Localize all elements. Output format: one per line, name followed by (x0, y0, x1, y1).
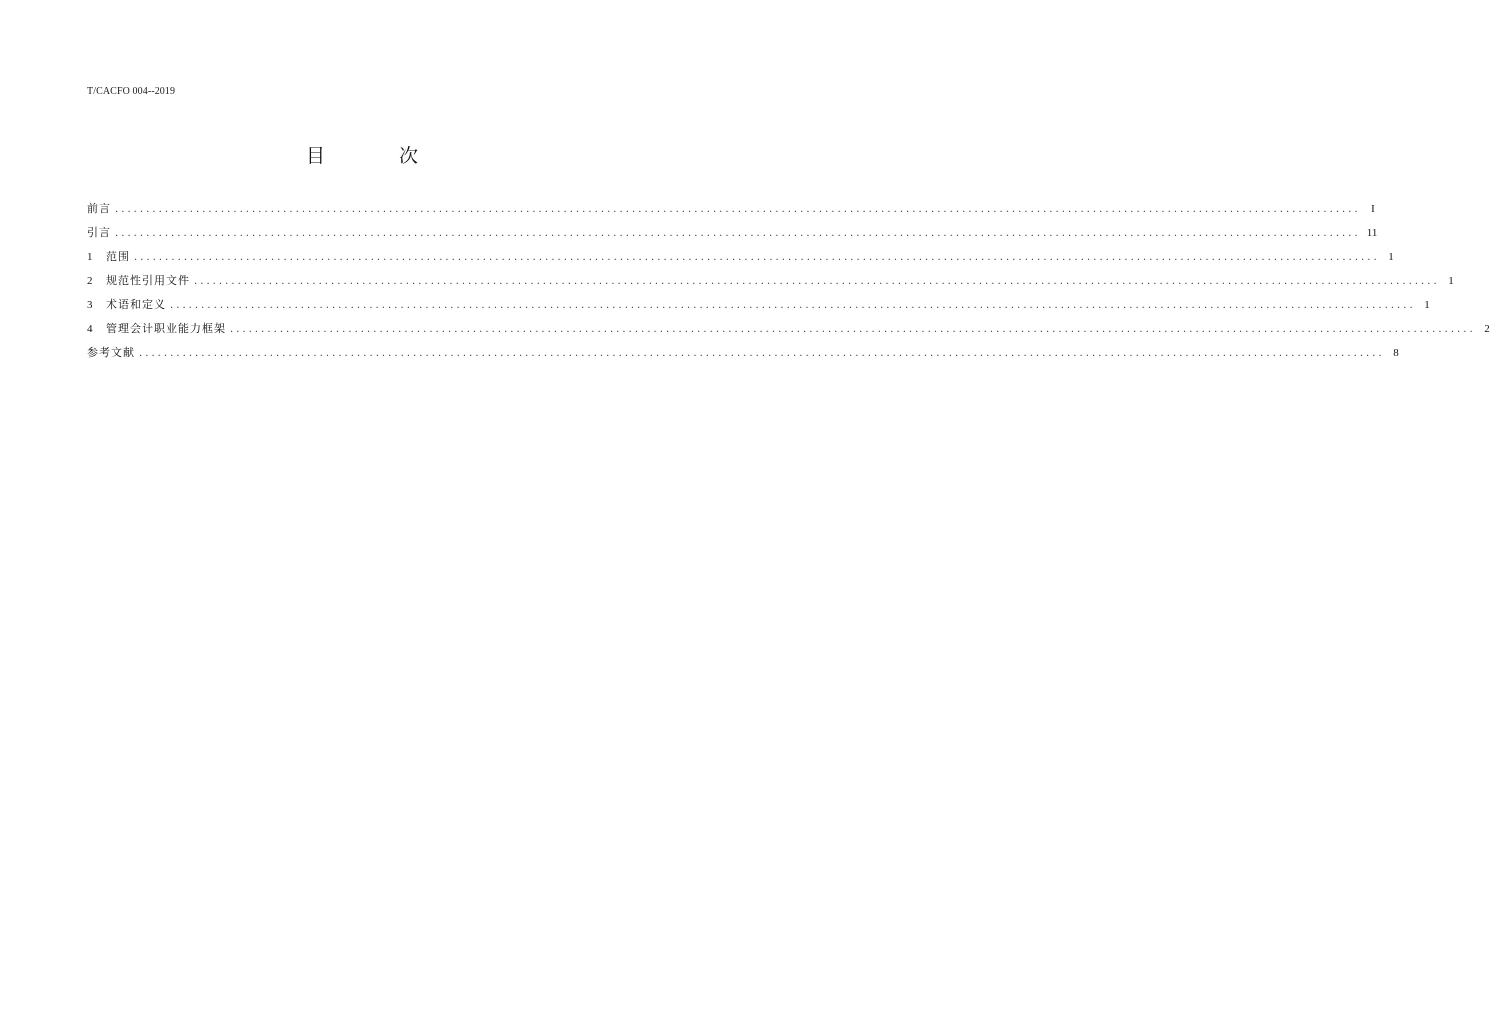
toc-entry-label: 术语和定义 (106, 298, 166, 311)
document-code: T/CACFO 004--2019 (87, 86, 176, 97)
table-of-contents (87, 201, 1490, 369)
toc-leader-dots: ........................................................................................................................................................................................................ (115, 204, 1361, 215)
toc-entry-introduction[interactable] (87, 225, 1378, 249)
toc-entry-bibliography[interactable] (87, 345, 1399, 369)
toc-entry-competency-framework[interactable] (87, 321, 1490, 345)
toc-entry-label: 引言 (87, 226, 111, 239)
toc-entry-page: 8 (1393, 347, 1399, 359)
toc-entry-page: 1 (1424, 299, 1430, 311)
toc-leader-dots: ........................................................................................................................................................................................................ (115, 228, 1361, 239)
toc-entry-normative-references[interactable] (87, 273, 1454, 297)
toc-leader-dots: ........................................................................................................................................................................................................ (134, 252, 1380, 263)
toc-entry-number: 1 (87, 251, 93, 263)
toc-leader-dots: ........................................................................................................................................................................................................ (194, 276, 1440, 287)
toc-entry-number: 3 (87, 299, 93, 311)
toc-leader-dots: ........................................................................................................................................................................................................ (230, 324, 1476, 335)
toc-entry-scope[interactable] (87, 249, 1394, 273)
toc-leader-dots: ........................................................................................................................................................................................................ (139, 348, 1385, 359)
toc-entry-label: 规范性引用文件 (106, 274, 190, 287)
toc-entry-page: 2 (1484, 323, 1490, 335)
toc-entry-label: 管理会计职业能力框架 (106, 322, 226, 335)
toc-leader-dots: ........................................................................................................................................................................................................ (170, 300, 1416, 311)
toc-entry-page: 1 (1448, 275, 1454, 287)
toc-entry-label: 范围 (106, 250, 130, 263)
toc-entry-number: 2 (87, 275, 93, 287)
toc-entry-terms-definitions[interactable] (87, 297, 1430, 321)
toc-entry-label: 参考文献 (87, 346, 135, 359)
toc-entry-page: 1 (1388, 251, 1394, 263)
toc-entry-page: 11 (1366, 227, 1378, 239)
toc-entry-foreword[interactable] (87, 201, 1375, 225)
toc-title: 目 次 (305, 145, 453, 167)
toc-entry-label: 前言 (87, 202, 111, 215)
toc-entry-number: 4 (87, 323, 93, 335)
toc-entry-page: I (1371, 203, 1375, 215)
